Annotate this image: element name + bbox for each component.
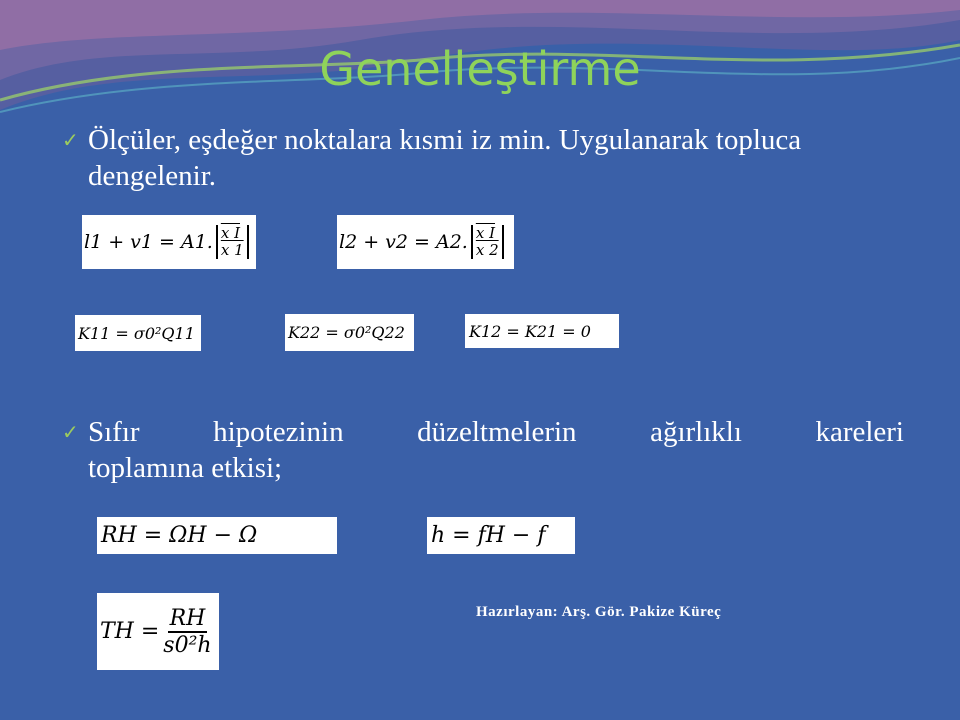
equation-observations-2 — [337, 215, 514, 269]
bullet-null-hypothesis-line2: toplamına etkisi; — [88, 452, 283, 484]
author-credit: Hazırlayan: Arş. Gör. Pakize Küreç — [476, 604, 722, 620]
equation-observations-1 — [82, 215, 256, 269]
bullet-measurements: Ölçüler, eşdeğer noktalara kısmi iz min. Uygulanarak topluca dengelenir. — [88, 124, 802, 192]
equation-k11: K11 = σ0²Q11 — [75, 315, 201, 351]
bullet-null-hypothesis-line1: Sıfır hipotezinin düzeltmelerin ağırlıklı kareleri — [88, 416, 904, 448]
equation-th-fraction — [163, 606, 211, 658]
slide-title: Genelleştirme — [319, 42, 641, 96]
checkmark-icon: ✓ — [62, 420, 79, 444]
equation-rh: RH = ΩH − Ω — [97, 517, 337, 554]
equation-k12: K12 = K21 = 0 — [465, 314, 619, 348]
equation-th-lhs: TH = — [100, 619, 160, 644]
equation-1-lhs: l1 + v1 = A1. — [84, 231, 213, 253]
equation-2-matrix: x I x 2 — [471, 225, 504, 259]
equation-th-denominator: s0²h — [163, 632, 212, 658]
equation-th-numerator: RH — [169, 605, 206, 631]
equation-th — [97, 593, 219, 670]
equation-h: h = fH − f — [427, 517, 575, 554]
checkmark-icon: ✓ — [62, 128, 79, 152]
equation-1-matrix: x I x 1 — [216, 225, 249, 259]
equation-2-lhs: l2 + v2 = A2. — [339, 231, 468, 253]
equation-k22: K22 = σ0²Q22 — [285, 314, 414, 351]
